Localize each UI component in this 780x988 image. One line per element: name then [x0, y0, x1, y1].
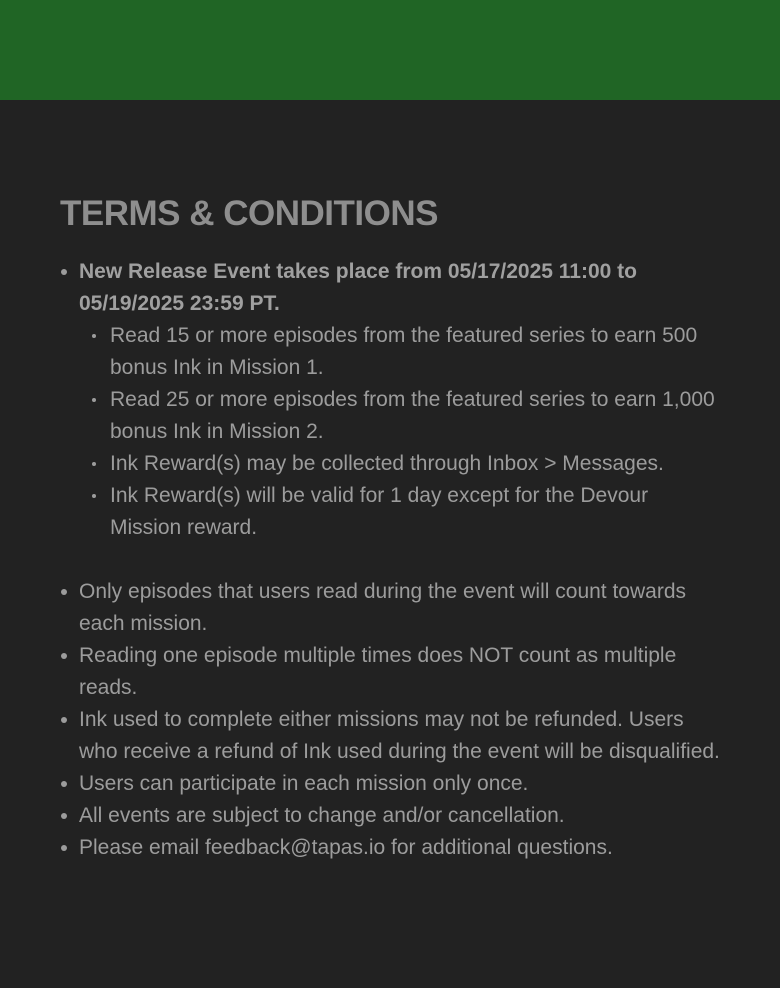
list-item: Please email feedback@tapas.io for additional questions. [60, 832, 720, 864]
event-period-text: New Release Event takes place from 05/17/2025 11:00 to 05/19/2025 23:59 PT. [79, 260, 637, 315]
sub-list-item: Read 25 or more episodes from the featured series to earn 1,000 bonus Ink in Mission 2. [79, 384, 720, 448]
list-item-event-period [60, 256, 720, 576]
top-banner [0, 0, 780, 100]
list-item: All events are subject to change and/or cancellation. [60, 800, 720, 832]
sub-list-item: Ink Reward(s) will be valid for 1 day except for the Devour Mission reward. [79, 480, 720, 544]
sub-list-item: Read 15 or more episodes from the featured series to earn 500 bonus Ink in Mission 1. [79, 320, 720, 384]
list-item: Only episodes that users read during the event will count towards each mission. [60, 576, 720, 640]
sub-list-item: Ink Reward(s) may be collected through Inbox > Messages. [79, 448, 720, 480]
list-item: Users can participate in each mission only once. [60, 768, 720, 800]
terms-title: TERMS & CONDITIONS [60, 194, 438, 233]
list-item: Reading one episode multiple times does NOT count as multiple reads. [60, 640, 720, 704]
list-spacer [79, 544, 720, 576]
terms-list [60, 256, 720, 864]
mission-sublist [79, 320, 720, 544]
list-item: Ink used to complete either missions may not be refunded. Users who receive a refund of Ink used during the event will be disqualified. [60, 704, 720, 768]
